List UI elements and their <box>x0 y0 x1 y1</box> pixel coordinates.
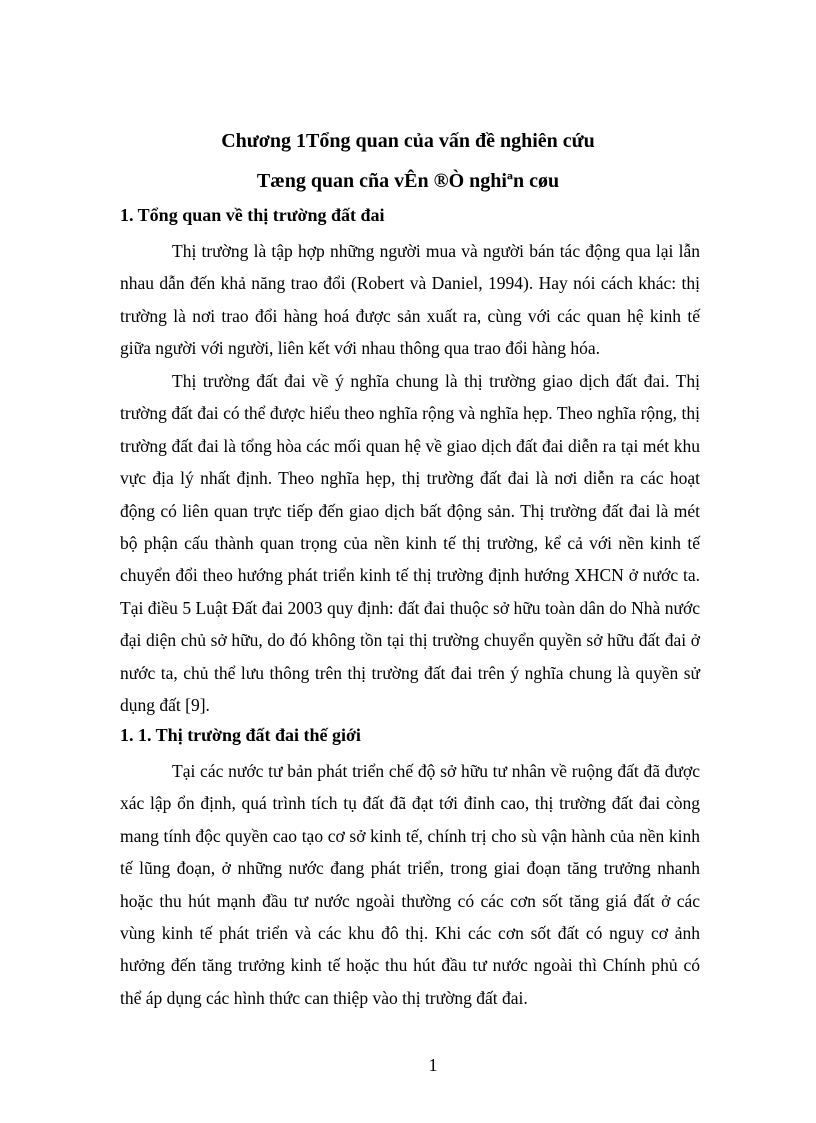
subsection-heading: 1. 1. Thị trường đất đai thế giới <box>120 725 361 745</box>
paragraph <box>120 755 700 1014</box>
section-heading: 1. Tổng quan về thị trường đất đai <box>120 205 385 225</box>
paragraph-text: Tại các nước tư bản phát triển chế độ sở hữu tư nhân về ruộng đất đã được xác lập ổn định, quá trình tích tụ đất đã đạt tới đỉnh cao, thị trường đất đai còng mang tính độc quyền cao tạo cơ sở kinh tế, chính trị cho sù vận hành của nền kinh tế lũng đoạn, ở những nước đang phát triển, trong giai đoạn tăng trưởng nhanh hoặc thu hút mạnh đầu tư nước ngoài thường có các cơn sốt tăng giá đất ở các vùng kinh tế phát triển và các khu đô thị. Khi các cơn sốt đất có nguy cơ ảnh hưởng đến tăng trưởng kinh tế hoặc thu hút đầu tư nước ngoài thì Chính phủ có thể áp dụng các hình thức can thiệp vào thị trường đất đai. <box>120 761 700 1008</box>
paragraph-text: Thị trường đất đai về ý nghĩa chung là thị trường giao dịch đất đai. Thị trường đất đai có thể được hiểu theo nghĩa rộng và nghĩa hẹp. Theo nghĩa rộng, thị trường đất đai là tổng hòa các mối quan hệ về giao dịch đất đai diễn ra tại mét khu vực địa lý nhất định. Theo nghĩa hẹp, thị trường đất đai là nơi diễn ra các hoạt động có liên quan trực tiếp đến giao dịch bất động sản. Thị trường đất đai là mét bộ phận cấu thành quan trọng của nền kinh tế thị trường, kể cả với nền kinh tế chuyển đổi theo hướng phát triển kinh tế thị trường định hướng XHCN ở nước ta. Tại điều 5 Luật Đất đai 2003 quy định: đất đai thuộc sở hữu toàn dân do Nhà nước đại diện chủ sở hữu, do đó không tồn tại thị trường chuyển quyền sở hữu đất đai ở nước ta, chủ thể lưu thông trên thị trường đất đai trên ý nghĩa chung là quyền sử dụng đất [9]. <box>120 371 700 716</box>
page-number: 1 <box>428 1055 438 1075</box>
paragraph-text: Thị trường là tập hợp những người mua và người bán tác động qua lại lẫn nhau dẫn đến khả năng trao đổi (Robert và Daniel, 1994). Hay nói cách khác: thị trường là nơi trao đổi hàng hoá được sản xuất ra, cùng với các quan hệ kinh tế giữa người với người, liên kết với nhau thông qua trao đổi hàng hóa. <box>120 241 700 359</box>
chapter-title-legacy-encoding: Tæng quan cña vÊn ®Ò nghiªn cøu <box>256 170 560 192</box>
paragraph <box>120 365 700 721</box>
paragraph <box>120 235 700 365</box>
chapter-title: Chương 1Tổng quan của vấn đề nghiên cứu <box>221 130 595 152</box>
